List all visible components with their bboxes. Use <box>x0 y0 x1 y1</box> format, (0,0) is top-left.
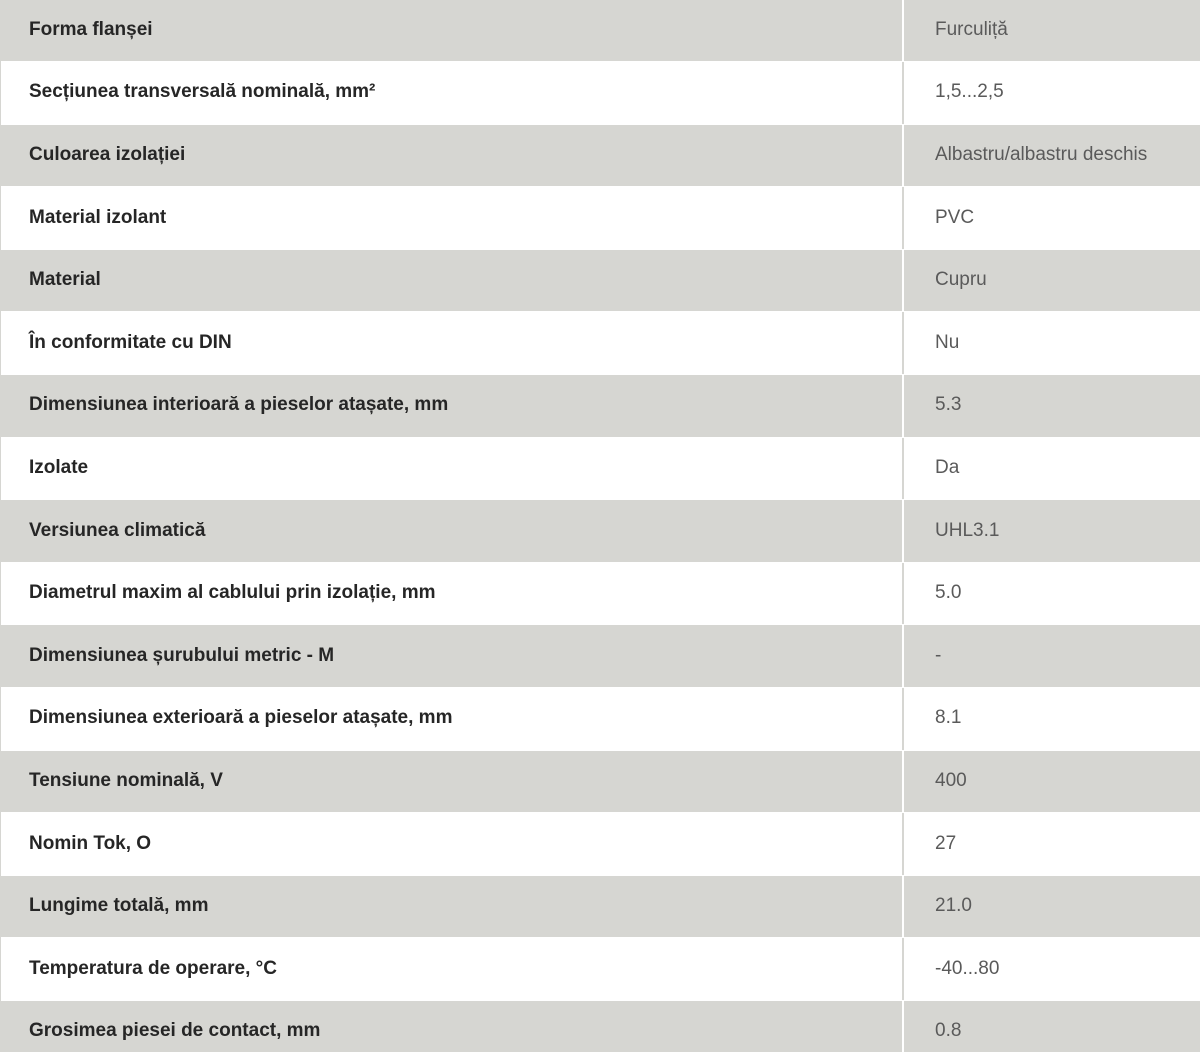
spec-row-insulation-material <box>1 187 1200 250</box>
spec-label: Dimensiunea șurubului metric - M <box>1 625 904 687</box>
spec-label: Nomin Tok, O <box>1 813 904 875</box>
spec-value: - <box>935 644 942 666</box>
spec-row-rated-current <box>1 813 1200 876</box>
spec-value: Nu <box>935 331 960 353</box>
spec-value: 400 <box>935 769 967 791</box>
spec-value: Furculiță <box>935 19 1008 41</box>
spec-label: Diametrul maxim al cablului prin izolație, mm <box>1 563 904 625</box>
spec-label: Lungime totală, mm <box>1 876 904 938</box>
spec-row-inner-dimension <box>1 375 1200 438</box>
spec-row-contact-thickness <box>1 1001 1200 1052</box>
spec-value: 1,5...2,5 <box>935 81 1004 103</box>
spec-value: UHL3.1 <box>935 519 1000 541</box>
spec-value: 21.0 <box>935 895 972 917</box>
spec-row-outer-dimension <box>1 688 1200 751</box>
spec-row-max-cable-diameter <box>1 563 1200 626</box>
spec-value: Da <box>935 456 960 478</box>
spec-label: Forma flanșei <box>1 0 904 61</box>
spec-row-cross-section <box>1 62 1200 125</box>
spec-value: 0.8 <box>935 1020 962 1042</box>
spec-value: -40...80 <box>935 957 1000 979</box>
spec-value: 5.0 <box>935 582 962 604</box>
spec-label: Dimensiunea exterioară a pieselor atașate, mm <box>1 688 904 750</box>
spec-row-material <box>1 250 1200 313</box>
spec-value: 27 <box>935 832 957 854</box>
spec-label: Versiunea climatică <box>1 500 904 562</box>
spec-row-metric-screw-size <box>1 625 1200 688</box>
spec-label: Tensiune nominală, V <box>1 751 904 813</box>
spec-value: Cupru <box>935 269 987 291</box>
spec-row-total-length <box>1 876 1200 939</box>
spec-value: 8.1 <box>935 707 962 729</box>
spec-label: Grosimea piesei de contact, mm <box>1 1001 904 1052</box>
spec-label: Material izolant <box>1 187 904 249</box>
spec-row-rated-voltage <box>1 751 1200 814</box>
spec-label: Secțiunea transversală nominală, mm² <box>1 62 904 124</box>
spec-label: Temperatura de operare, °C <box>1 938 904 1000</box>
spec-value: 5.3 <box>935 394 962 416</box>
spec-label: Izolate <box>1 438 904 500</box>
spec-row-climatic-version <box>1 500 1200 563</box>
spec-row-insulated <box>1 438 1200 501</box>
spec-row-flange-shape <box>1 0 1200 62</box>
spec-row-operating-temperature <box>1 938 1200 1001</box>
spec-value: PVC <box>935 206 975 228</box>
spec-label: Culoarea izolației <box>1 125 904 187</box>
spec-value: Albastru/albastru deschis <box>935 143 1148 165</box>
spec-label: Material <box>1 250 904 312</box>
spec-row-insulation-color <box>1 125 1200 188</box>
spec-row-din-compliance <box>1 312 1200 375</box>
spec-label: În conformitate cu DIN <box>1 312 904 374</box>
spec-label: Dimensiunea interioară a pieselor atașate, mm <box>1 375 904 437</box>
